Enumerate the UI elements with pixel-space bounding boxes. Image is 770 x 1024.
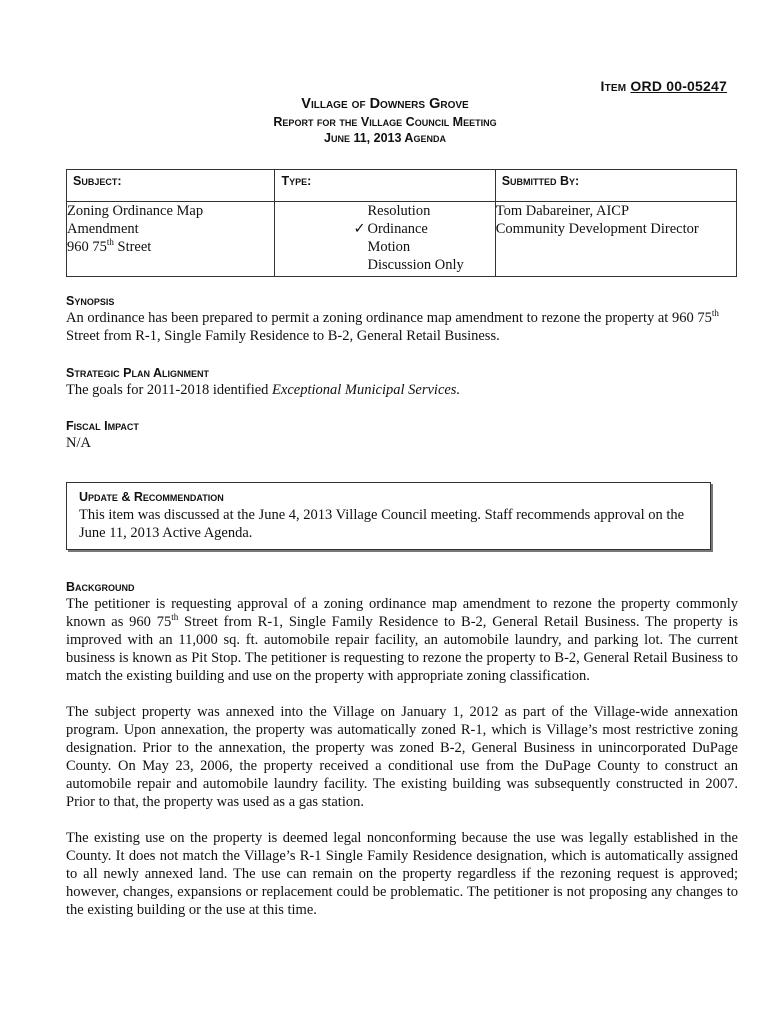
type-option-ordinance: ✓ Ordinance [353, 221, 428, 237]
submitter-name: Tom Dabareiner, AICP [495, 203, 630, 219]
report-header [0, 96, 770, 147]
item-code: ORD 00-05247 [630, 78, 727, 94]
item-number [601, 78, 727, 94]
background-paragraph-1: The petitioner is requesting approval of a zoning ordinance map amendment to rezone the property commonly known as 960 75th Street from R-1, Single Family Residence to B-2, General Retail Business. The property is improved with an 11,000 sq. ft. automobile repair facility, an automobile laundry, and parking lot. The current business is known as Pit Stop. The petitioner is requesting to rezone the property to B-2, General Retail Business to match the existing building and use on the property with appropriate zoning classification. [66, 596, 738, 684]
subject-header: Subject: [67, 170, 275, 202]
strategic-plan-heading: Strategic Plan Alignment [66, 366, 210, 380]
update-recommendation-box [66, 482, 711, 550]
fiscal-impact-text: N/A [66, 435, 91, 451]
submitted-by-header: Submitted By: [495, 170, 736, 202]
type-option-resolution: Resolution [367, 203, 431, 219]
submitter-title: Community Development Director [495, 221, 699, 237]
type-options [353, 202, 494, 274]
type-cell [275, 202, 495, 277]
strategic-plan-section [66, 365, 738, 399]
type-header: Type: [275, 170, 495, 202]
agenda-date: June 11, 2013 Agenda [324, 131, 446, 145]
synopsis-heading: Synopsis [66, 294, 115, 308]
village-title: Village of Downers Grove [301, 96, 469, 112]
background-paragraph-3: The existing use on the property is deemed legal nonconforming because the use was legally established in the County. It does not match the Village’s R-1 Single Family Residence designation, which is automatically assigned to all newly annexed land. The use can remain on the property regardless if the rezoning request is approved; however, changes, expansions or replacement could be problematic. The petitioner is not proposing any changes to the existing building or the use at this time. [66, 830, 738, 918]
type-option-discussion: Discussion Only [367, 257, 464, 273]
fiscal-impact-heading: Fiscal Impact [66, 419, 139, 433]
report-subtitle: Report for the Village Council Meeting [273, 115, 497, 129]
type-option-motion: Motion [367, 239, 411, 255]
checkmark-icon: ✓ [353, 221, 366, 237]
update-text: This item was discussed at the June 4, 2013 Village Council meeting. Staff recommends approval on the June 11, 2013 Active Agenda. [79, 507, 685, 541]
strategic-plan-text: The goals for 2011-2018 identified Exceptional Municipal Services. [66, 382, 461, 398]
submitted-by-cell [495, 202, 736, 277]
synopsis-text: An ordinance has been prepared to permit a zoning ordinance map amendment to rezone the property at 960 75th Street from R-1, Single Family Residence to B-2, General Retail Business. [66, 308, 719, 344]
info-table [66, 169, 737, 277]
subject-line: Zoning Ordinance Map [67, 203, 204, 219]
item-prefix: Item [600, 78, 627, 94]
background-heading: Background [66, 580, 135, 594]
subject-line: Amendment [67, 221, 139, 237]
subject-cell [67, 202, 275, 277]
fiscal-impact-section [66, 418, 738, 452]
update-heading: Update & Recommendation [79, 490, 224, 504]
background-paragraph-2: The subject property was annexed into the Village on January 1, 2012 as part of the Village-wide annexation program. Upon annexation, the property was automatically zoned R-1, which is Village’s most restrictive zoning designation. Prior to the annexation, the property was zoned B-2, General Business in unincorporated DuPage County. On May 23, 2006, the property received a conditional use from the DuPage County to construct an automobile repair and automobile laundry facility. The existing building was subsequently constructed in 2007. Prior to that, the property was used as a gas station. [66, 704, 738, 810]
subject-address: 960 75th Street [67, 237, 152, 255]
synopsis-section [66, 293, 738, 345]
background-section [66, 579, 738, 919]
